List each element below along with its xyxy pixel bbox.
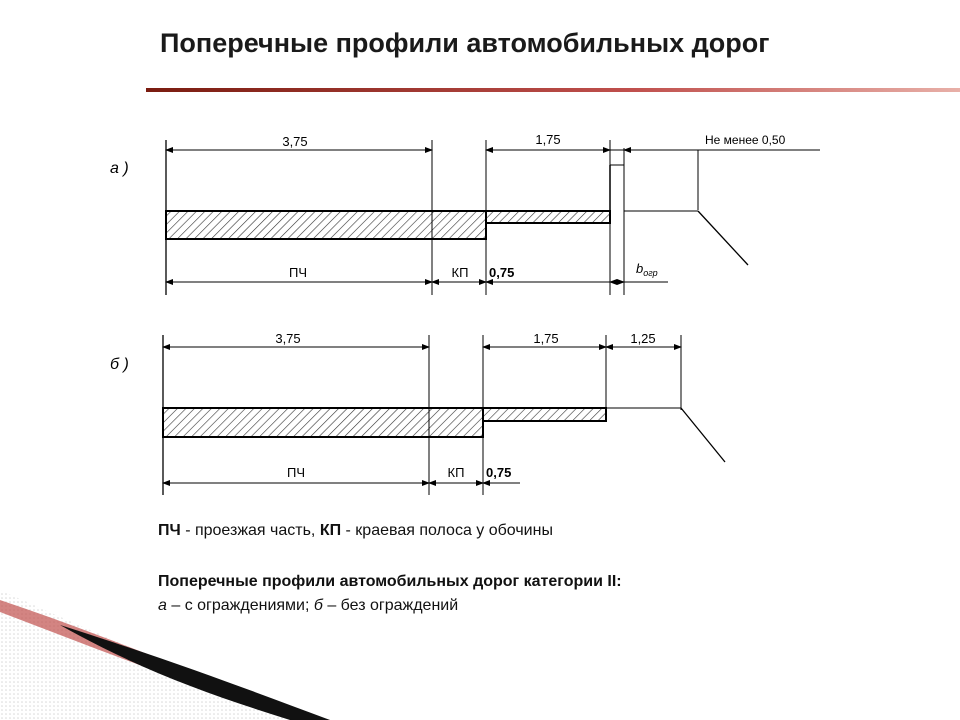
profile-a-label: а ) bbox=[110, 160, 129, 177]
profile-a-dim-lane: 3,75 bbox=[282, 134, 308, 149]
caption-b-text: – без ограждений bbox=[322, 597, 459, 614]
caption-heading: Поперечные профили автомобильных дорог категории II: bbox=[158, 573, 622, 590]
profile-a-edge-abbr: КП bbox=[451, 265, 469, 280]
profile-a-labels bbox=[282, 132, 785, 280]
legend-kp-text: - краевая полоса у обочины bbox=[341, 522, 553, 539]
legend-pch-abbr: ПЧ bbox=[158, 522, 181, 539]
profile-a-dim-min: Не менее 0,50 bbox=[705, 133, 786, 147]
caption-variants bbox=[158, 597, 458, 615]
profile-b-labels bbox=[275, 331, 655, 480]
profile-b-lane-abbr: ПЧ bbox=[286, 465, 306, 480]
caption-a-letter: а bbox=[158, 597, 167, 614]
profile-a-dim-shoulder: 1,75 bbox=[535, 132, 561, 147]
profile-b-label: б ) bbox=[110, 356, 129, 373]
legend-pch-text: - проезжая часть, bbox=[180, 522, 320, 539]
legend-kp-abbr: КП bbox=[319, 522, 342, 539]
caption-a-text: – с ограждениями; bbox=[166, 597, 314, 614]
profile-b-dim-extra: 1,25 bbox=[630, 331, 656, 346]
profile-b-edge-abbr: КП bbox=[447, 465, 465, 480]
profile-b-dim-lane: 3,75 bbox=[275, 331, 301, 346]
profile-b-dim-shoulder: 1,75 bbox=[533, 331, 559, 346]
profile-a-b-symbol: $b_{огр}$ bbox=[636, 261, 658, 278]
profile-a-dim-edge: 0,75 bbox=[489, 265, 515, 280]
profile-a-lane-abbr: ПЧ bbox=[288, 265, 308, 280]
slide-title: Поперечные профили автомобильных дорог bbox=[160, 28, 770, 58]
profile-b bbox=[163, 335, 725, 495]
caption-b-letter: б bbox=[313, 597, 323, 614]
legend-text bbox=[158, 522, 553, 540]
profile-b-dim-edge: 0,75 bbox=[486, 465, 512, 480]
